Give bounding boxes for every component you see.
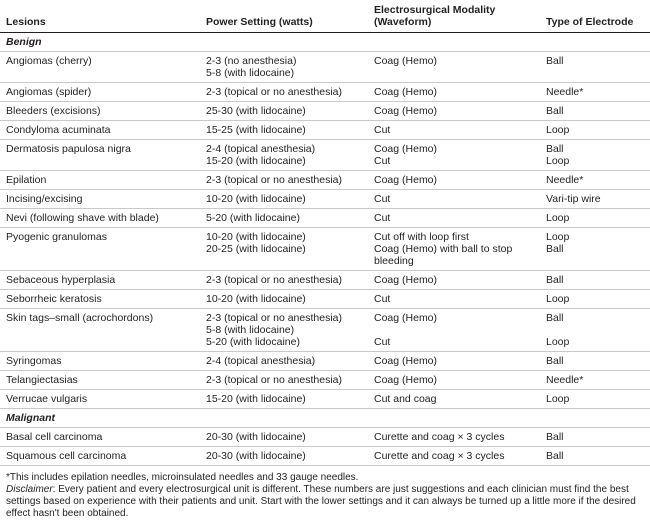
electrode-cell <box>540 140 650 171</box>
lesion-cell: Syringomas <box>0 352 200 371</box>
cell-line: Coag (Hemo) <box>374 105 438 117</box>
table-notes <box>6 472 646 520</box>
cell-line: 5-20 (with lidocaine) <box>206 212 300 224</box>
cell-line: Cut <box>374 293 391 305</box>
modality-cell <box>368 171 540 190</box>
table-row <box>0 271 650 290</box>
modality-cell <box>368 102 540 121</box>
cell-line: Loop <box>546 155 570 167</box>
cell-line: Loop <box>546 231 570 243</box>
lesion-cell: Skin tags–small (acrochordons) <box>0 309 200 352</box>
cell-line: Coag (Hemo) <box>374 355 438 367</box>
table-row <box>0 190 650 209</box>
electrode-cell <box>540 83 650 102</box>
cell-line: 2-4 (topical anesthesia) <box>206 143 316 155</box>
disclaimer <box>6 484 646 520</box>
cell-line: bleeding <box>374 255 414 267</box>
power-cell <box>200 371 368 390</box>
cell-line: 20-30 (with lidocaine) <box>206 450 306 462</box>
cell-line <box>374 324 540 336</box>
cell-line: Coag (Hemo) <box>374 174 438 186</box>
power-cell <box>200 102 368 121</box>
table-row <box>0 228 650 271</box>
cell-line <box>546 324 650 336</box>
electrode-cell <box>540 209 650 228</box>
electrode-cell <box>540 171 650 190</box>
cell-line: Ball <box>546 105 564 117</box>
cell-line: Cut off with loop first <box>374 231 469 243</box>
section-row-benign <box>0 33 650 52</box>
cell-line: Coag (Hemo) <box>374 312 438 324</box>
cell-line: Vari-tip wire <box>546 193 601 205</box>
table-row <box>0 447 650 466</box>
electrode-cell <box>540 121 650 140</box>
lesion-cell: Nevi (following shave with blade) <box>0 209 200 228</box>
electrode-cell <box>540 371 650 390</box>
cell-line: Ball <box>546 450 564 462</box>
footnote: *This includes epilation needles, microinsulated needles and 33 gauge needles. <box>6 472 359 483</box>
power-cell <box>200 290 368 309</box>
power-cell <box>200 352 368 371</box>
modality-cell <box>368 140 540 171</box>
cell-line: Loop <box>546 293 570 305</box>
modality-cell <box>368 309 540 352</box>
table-row <box>0 52 650 83</box>
lesion-cell: Telangiectasias <box>0 371 200 390</box>
cell-line: Cut <box>374 155 391 167</box>
cell-line: Cut <box>374 336 391 348</box>
electrode-cell <box>540 352 650 371</box>
modality-cell <box>368 447 540 466</box>
cell-line: Needle* <box>546 86 584 98</box>
power-cell <box>200 228 368 271</box>
table-row <box>0 428 650 447</box>
modality-cell <box>368 83 540 102</box>
table-row <box>0 390 650 409</box>
table-row <box>0 371 650 390</box>
cell-line: 5-20 (with lidocaine) <box>206 336 300 348</box>
lesion-cell: Angiomas (cherry) <box>0 52 200 83</box>
power-cell <box>200 83 368 102</box>
section-label-malignant: Malignant <box>0 409 650 428</box>
cell-line: Ball <box>546 274 564 286</box>
cell-line: 5-8 (with lidocaine) <box>206 324 295 336</box>
lesion-cell: Condyloma acuminata <box>0 121 200 140</box>
electrode-cell <box>540 271 650 290</box>
lesion-cell: Epilation <box>0 171 200 190</box>
cell-line: Loop <box>546 212 570 224</box>
cell-line: Cut <box>374 212 391 224</box>
lesion-cell: Angiomas (spider) <box>0 83 200 102</box>
cell-line: Loop <box>546 124 570 136</box>
table-row <box>0 171 650 190</box>
table-row <box>0 352 650 371</box>
table-row <box>0 102 650 121</box>
power-cell <box>200 190 368 209</box>
cell-line: 15-20 (with lidocaine) <box>206 393 306 405</box>
modality-cell <box>368 190 540 209</box>
cell-line: 25-30 (with lidocaine) <box>206 105 306 117</box>
cell-line: 10-20 (with lidocaine) <box>206 193 306 205</box>
power-cell <box>200 121 368 140</box>
power-cell <box>200 140 368 171</box>
header-lesions: Lesions <box>0 0 200 33</box>
cell-line: Ball <box>546 143 564 155</box>
modality-cell <box>368 121 540 140</box>
table-row <box>0 290 650 309</box>
cell-line: 2-3 (topical or no anesthesia) <box>206 86 342 98</box>
header-modality: Electrosurgical Modality (Waveform) <box>368 0 540 33</box>
modality-cell <box>368 428 540 447</box>
lesion-cell: Pyogenic granulomas <box>0 228 200 271</box>
cell-line: Coag (Hemo) <box>374 143 438 155</box>
cell-line: Loop <box>546 393 570 405</box>
cell-line: Coag (Hemo) <box>374 55 438 67</box>
cell-line: 15-25 (with lidocaine) <box>206 124 306 136</box>
table-row <box>0 83 650 102</box>
electrode-cell <box>540 102 650 121</box>
modality-cell <box>368 209 540 228</box>
cell-line: Cut and coag <box>374 393 437 405</box>
modality-cell <box>368 390 540 409</box>
power-cell <box>200 390 368 409</box>
cell-line: 2-4 (topical anesthesia) <box>206 355 316 367</box>
lesion-cell: Dermatosis papulosa nigra <box>0 140 200 171</box>
modality-cell <box>368 271 540 290</box>
table-row <box>0 140 650 171</box>
cell-line: 2-3 (topical or no anesthesia) <box>206 374 342 386</box>
lesion-cell: Basal cell carcinoma <box>0 428 200 447</box>
cell-line: Coag (Hemo) with ball to stop <box>374 243 513 255</box>
lesion-cell: Sebaceous hyperplasia <box>0 271 200 290</box>
table-row <box>0 209 650 228</box>
cell-line: 15-20 (with lidocaine) <box>206 155 306 167</box>
modality-cell <box>368 52 540 83</box>
cell-line: Ball <box>546 355 564 367</box>
cell-line: Ball <box>546 55 564 67</box>
cell-line: Cut <box>374 124 391 136</box>
header-row <box>0 0 650 33</box>
cell-line: Needle* <box>546 174 584 186</box>
cell-line: 5-8 (with lidocaine) <box>206 67 295 79</box>
cell-line: Curette and coag × 3 cycles <box>374 431 505 443</box>
cell-line: 10-20 (with lidocaine) <box>206 231 306 243</box>
lesion-cell: Verrucae vulgaris <box>0 390 200 409</box>
table-body <box>0 33 650 466</box>
cell-line: Ball <box>546 312 564 324</box>
power-cell <box>200 171 368 190</box>
power-cell <box>200 52 368 83</box>
electrode-cell <box>540 290 650 309</box>
disclaimer-text: : Every patient and every electrosurgical unit is different. These numbers are just suggestions and each clinician must find the best settings based on experience with their patients and unit. Start with the lower settings and it can always be turned up a little more if the desired effect hasn't been obtained. <box>6 484 636 519</box>
cell-line: 2-3 (topical or no anesthesia) <box>206 312 342 324</box>
cell-line: Cut <box>374 193 391 205</box>
electrode-cell <box>540 428 650 447</box>
cell-line: Needle* <box>546 374 584 386</box>
electrode-cell <box>540 190 650 209</box>
power-cell <box>200 271 368 290</box>
cell-line: 2-3 (no anesthesia) <box>206 55 297 67</box>
cell-line: Coag (Hemo) <box>374 374 438 386</box>
header-power-setting: Power Setting (watts) <box>200 0 368 33</box>
power-cell <box>200 447 368 466</box>
cell-line: Coag (Hemo) <box>374 86 438 98</box>
cell-line: Coag (Hemo) <box>374 274 438 286</box>
electrode-cell <box>540 228 650 271</box>
cell-line: Loop <box>546 336 570 348</box>
modality-cell <box>368 352 540 371</box>
power-cell <box>200 309 368 352</box>
cell-line: 20-25 (with lidocaine) <box>206 243 306 255</box>
power-cell <box>200 209 368 228</box>
table-row <box>0 309 650 352</box>
lesion-cell: Incising/excising <box>0 190 200 209</box>
cell-line: Curette and coag × 3 cycles <box>374 450 505 462</box>
cell-line: 2-3 (topical or no anesthesia) <box>206 274 342 286</box>
lesion-cell: Bleeders (excisions) <box>0 102 200 121</box>
disclaimer-label: Disclaimer <box>6 484 53 495</box>
section-label-benign: Benign <box>0 33 650 52</box>
cell-line: 10-20 (with lidocaine) <box>206 293 306 305</box>
electrode-cell <box>540 447 650 466</box>
modality-cell <box>368 228 540 271</box>
electrode-cell <box>540 390 650 409</box>
cell-line: 20-30 (with lidocaine) <box>206 431 306 443</box>
modality-cell <box>368 371 540 390</box>
cell-line: Ball <box>546 243 564 255</box>
section-row-malignant <box>0 409 650 428</box>
lesion-cell: Squamous cell carcinoma <box>0 447 200 466</box>
table-row <box>0 121 650 140</box>
electrode-cell <box>540 309 650 352</box>
cell-line: 2-3 (topical or no anesthesia) <box>206 174 342 186</box>
lesion-cell: Seborrheic keratosis <box>0 290 200 309</box>
header-electrode: Type of Electrode <box>540 0 650 33</box>
modality-cell <box>368 290 540 309</box>
power-cell <box>200 428 368 447</box>
cell-line: Ball <box>546 431 564 443</box>
electrode-cell <box>540 52 650 83</box>
